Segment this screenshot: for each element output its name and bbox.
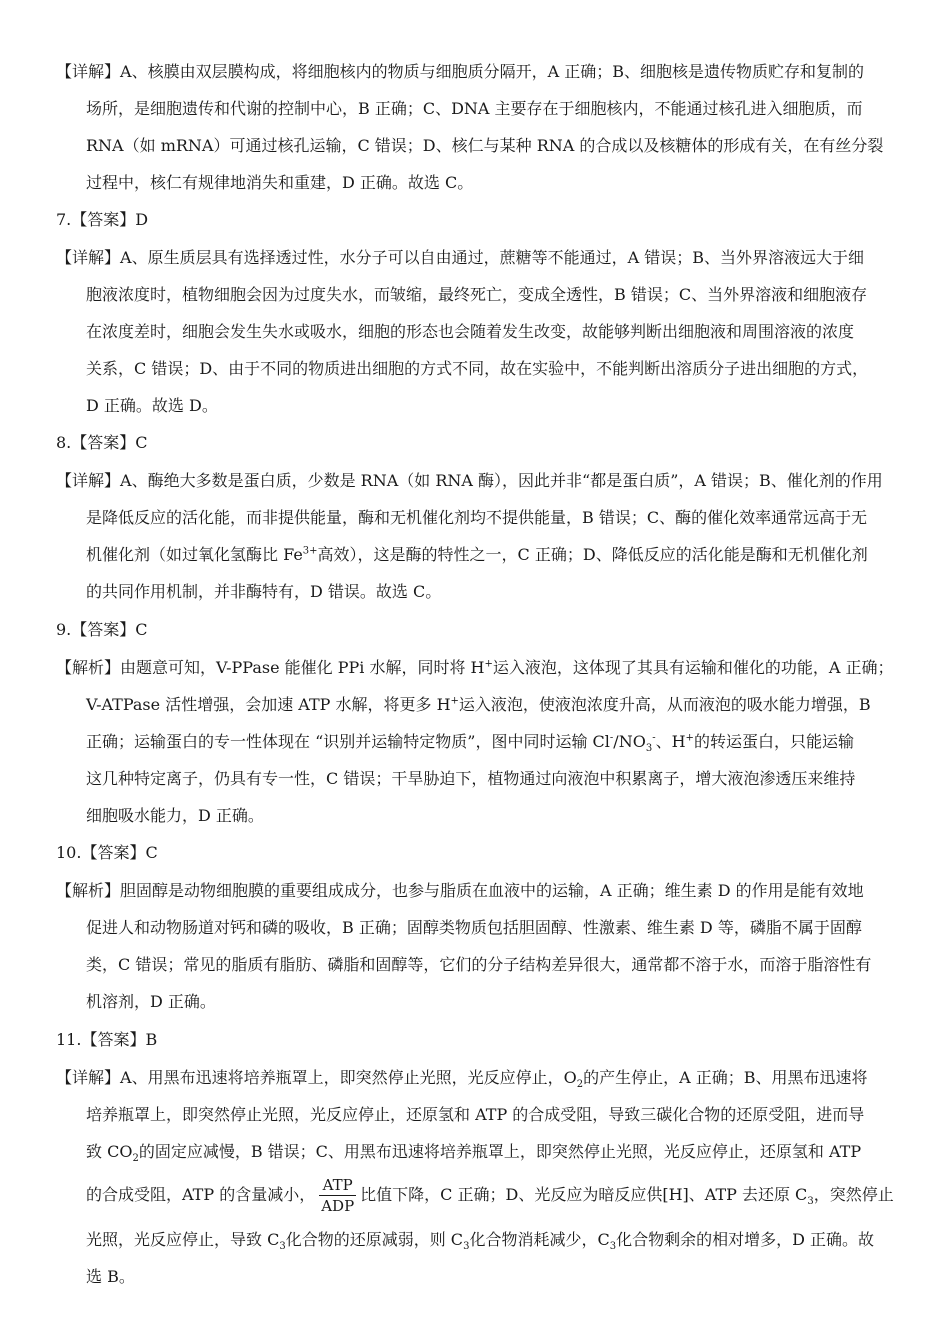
q10-line-2: 促进人和动物肠道对钙和磷的吸收，B 正确；固醇类物质包括胆固醇、性激素、维生素 D 等，磷脂不属于固醇 — [86, 918, 862, 937]
q9-line-2: V-ATPase 活性增强，会加速 ATP 水解，将更多 H+运入液泡，使液泡浓度升高，从而液泡的吸水能力增强，B — [86, 695, 871, 714]
q8-line-4: 的共同作用机制，并非酶特有，D 错误。故选 C。 — [86, 582, 442, 601]
q10-line-3: 类，C 错误；常见的脂质有脂肪、磷脂和固醇等，它们的分子结构差异很大，通常都不溶于水，而溶于脂溶性有 — [86, 955, 872, 974]
q10-line-4: 机溶剂，D 正确。 — [86, 992, 216, 1011]
atp-adp-fraction — [319, 1176, 356, 1215]
q9-line-5: 细胞吸水能力，D 正确。 — [86, 806, 264, 825]
q9-line-4: 这几种特定离子，仍具有专一性，C 错误；干旱胁迫下，植物通过向液泡中积累离子，增大液泡渗透压来维持 — [86, 769, 856, 788]
q6-line-2: 场所，是细胞遗传和代谢的控制中心，B 正确；C、DNA 主要存在于细胞核内，不能通过核孔进入细胞质，而 — [86, 99, 863, 118]
analysis-label: 【解析】 — [56, 658, 121, 677]
q7-line-3: 在浓度差时，细胞会发生失水或吸水，细胞的形态也会随着发生改变，故能够判断出细胞液和周围溶液的浓度 — [86, 322, 855, 341]
detail-label: 【详解】 — [56, 248, 121, 267]
q6-line-3: RNA（如 mRNA）可通过核孔运输，C 错误；D、核仁与某种 RNA 的合成以及核糖体的形成有关，在有丝分裂 — [86, 136, 884, 155]
q9-answer: 9.【答案】C — [56, 620, 148, 639]
q11-answer: 11.【答案】B — [56, 1030, 158, 1049]
q6-line-1: 【详解】A、核膜由双层膜构成，将细胞核内的物质与细胞质分隔开，A 正确；B、细胞核是遗传物质贮存和复制的 — [56, 62, 864, 81]
q7-line-2: 胞液浓度时，植物细胞会因为过度失水，而皱缩，最终死亡，变成全透性，B 错误；C、当外界溶液和细胞液存 — [86, 285, 868, 304]
detail-label: 【详解】 — [56, 62, 121, 81]
q11-line-2: 培养瓶罩上，即突然停止光照，光反应停止，还原氢和 ATP 的合成受阻，导致三碳化合物的还原受阻，进而导 — [86, 1105, 865, 1124]
q8-answer: 8.【答案】C — [56, 433, 148, 452]
q8-line-3: 机催化剂（如过氧化氢酶比 $Fe^{3+}$高效），这是酶的特性之一，C 正确；D、降低反应的活化能是酶和无机催化剂 — [86, 545, 868, 564]
q8-line-2: 是降低反应的活化能，而非提供能量，酶和无机催化剂均不提供能量，B 错误；C、酶的催化效率通常远高于无 — [86, 508, 868, 527]
q7-line-4: 关系，C 错误；D、由于不同的物质进出细胞的方式不同，故在实验中，不能判断出溶质分子进出细胞的方式， — [86, 359, 869, 378]
q11-line-5: 光照，光反应停止，导致 $C_3$化合物的还原减弱，则 $C_3$化合物消耗减少，$C_3$化合物剩余的相对增多，D 正确。故 — [86, 1230, 874, 1253]
q10-answer: 10.【答案】C — [56, 843, 158, 862]
q11-line-4: 的合成受阻，ATP 的含量减小， $\frac{\text{ATP}}{\text{ADP}}$ 比值下降，C 正确；D、光反应为暗反应供[H]、ATP 去还原 $C_3$，突然停止 — [86, 1176, 894, 1215]
q11-line-1: 【详解】A、用黑布迅速将培养瓶罩上，即突然停止光照，光反应停止，$O_2$的产生停止，A 正确；B、用黑布迅速将 — [56, 1068, 868, 1091]
q6-line-4: 过程中，核仁有规律地消失和重建，D 正确。故选 C。 — [86, 173, 474, 192]
fraction-numerator: ATP — [319, 1176, 356, 1196]
q11-line-3: 致 $CO_2$的固定应减慢，B 错误；C、用黑布迅速将培养瓶罩上，即突然停止光照，光反应停止，还原氢和 ATP — [86, 1142, 862, 1165]
q11-line-6: 选 B。 — [86, 1267, 135, 1286]
detail-label: 【详解】 — [56, 471, 121, 490]
analysis-label: 【解析】 — [56, 881, 121, 900]
q10-line-1: 【解析】胆固醇是动物细胞膜的重要组成成分，也参与脂质在血液中的运输，A 正确；维生素 D 的作用是能有效地 — [56, 881, 864, 900]
q7-answer: 7.【答案】D — [56, 210, 149, 229]
q7-line-1: 【详解】A、原生质层具有选择透过性，水分子可以自由通过，蔗糖等不能通过，A 错误；B、当外界溶液远大于细 — [56, 248, 864, 267]
detail-label: 【详解】 — [56, 1068, 121, 1087]
fraction-denominator: ADP — [321, 1197, 355, 1215]
q7-line-5: D 正确。故选 D。 — [86, 396, 218, 415]
q9-line-3: 正确；运输蛋白的专一性体现在 “识别并运输特定物质”，图中同时运输 $Cl^-/NO_3^-$、H+的转运蛋白，只能运输 — [86, 732, 854, 755]
q8-line-1: 【详解】A、酶绝大多数是蛋白质，少数是 RNA（如 RNA 酶），因此并非“都是蛋白质”，A 错误；B、催化剂的作用 — [56, 471, 883, 490]
q9-line-1: 【解析】由题意可知，V-PPase 能催化 PPi 水解，同时将 H+运入液泡，这体现了其具有运输和催化的功能，A 正确； — [56, 658, 894, 677]
